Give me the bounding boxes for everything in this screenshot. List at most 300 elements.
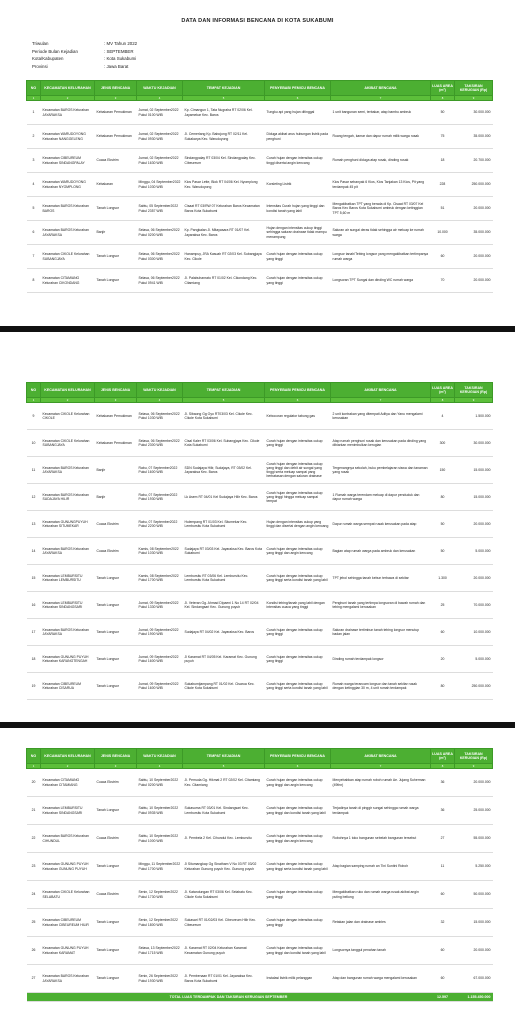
column-header: JENIS BENCANA (95, 749, 137, 764)
table-cell: Kondisi tebing/tanah yang labil dengan intensitas cuaca yang tinggi (265, 592, 331, 619)
table-cell: Kecamatan BAROS Kelurahan CIHUNDUL (41, 825, 95, 853)
table-cell: Kp. Pangkalan Jl. Mitayasara RT 01/07 Kel. Jayaraksa Kec. Baros (183, 221, 265, 245)
column-header: TAKSIRAN KERUGIAN (Rp) (455, 383, 493, 398)
table-cell: Sukabumijampang RT 01/02 Kel. Cisarua Kec. Cikole Kota Sukabumi (183, 673, 265, 700)
report-page-3 (0, 728, 515, 1024)
table-cell: 5 (27, 197, 41, 221)
column-number: 5 (183, 398, 265, 403)
table-cell: Senin, 26 September2022 Pukul 1930 WIB (137, 965, 183, 993)
table-cell: Kecamatan LEMBURSITU Kelurahan SINDANGSARI (41, 592, 95, 619)
table-cell: 60 (431, 245, 455, 269)
table-cell: 50.000.000 (455, 881, 493, 909)
table-row (27, 221, 493, 245)
table-cell: 55.000.000 (455, 825, 493, 853)
table-cell: Jumat, 02 September2022 Pukul 0930 WIB (137, 125, 183, 149)
table-cell: 15.000.000 (455, 457, 493, 484)
table-cell: 11 (27, 457, 41, 484)
table-cell: Tanah Longsor (95, 245, 137, 269)
column-number: 4 (137, 398, 183, 403)
table-row (27, 197, 493, 221)
table-cell: Kecamatan GUNUNG PUYUH Kelurahan KARAMAT (41, 937, 95, 965)
column-number: 8 (431, 398, 455, 403)
table-cell: Curah hujan dengan intensitas cukup yang tinggi dan debit air sungai yang tinggi serta meluap sampai yang berbatasan dengan saluran drainase (265, 457, 331, 484)
column-number: 1 (27, 764, 41, 769)
table-cell: 21 (27, 797, 41, 825)
table-row (27, 173, 493, 197)
table-cell: 1 (27, 101, 41, 125)
table-cell: Kecamatan GUNUNGPUYUH Kelurahan SITUMEKAR (41, 511, 95, 538)
table-cell: Minggu, 11 September2022 Pukul 1700 WIB (137, 853, 183, 881)
table-cell: Jl. Palabuhanratu RT 01/02 Kel. Cikondang Kec. Citamiang (183, 269, 265, 293)
column-number: 5 (183, 96, 265, 101)
table-cell: Curah hujan dengan intensitas cukup yang tinggi (265, 245, 331, 269)
table-cell: 7 (27, 245, 41, 269)
table-cell: 1.500.000 (455, 403, 493, 430)
table-cell: Cisal Kaler RT 03/06 Kel. Subangjaya Kec. Cikole Kota Sukabumi (183, 430, 265, 457)
table-cell: Saluran air sungai deras tidak sehingga air meluap ke rumah warga (331, 221, 431, 245)
table-cell: Kecamatan BAROS Kelurahan BAROS (41, 197, 95, 221)
table-cell: 50 (431, 538, 455, 565)
table-cell: Tanah Longsor (95, 565, 137, 592)
table-cell: Cuaca Ekstrim (95, 538, 137, 565)
table-cell: 80 (431, 484, 455, 511)
table-cell: Longsoran TPT Sungai dan dinding WC rumah warga (331, 269, 431, 293)
table-cell: Jl. Veteran Gg. Ahmad Dipaeni 1 No 14 RT 02/04 Kel. Sindangsari Kec. Gunung puyuh (183, 592, 265, 619)
table-cell: 5.000.000 (455, 646, 493, 673)
table-cell: Kecamatan CIBEUREUM Kelurahan CIBEUREUM HILIR (41, 909, 95, 937)
table-cell: 1 Rumah warga terendam meluap di dapur penduduk dan dapur rumah warga (331, 484, 431, 511)
table-cell: 51 (431, 197, 455, 221)
table-cell: Kecamatan CITAMIANG Kelurahan CITAMIANG (41, 769, 95, 797)
table-cell: 27 (27, 965, 41, 993)
table-cell: Tanah Longsor (95, 909, 137, 937)
table-cell: Curah hujan dengan intensitas cukup tinggi disertai angin kencang (265, 149, 331, 173)
table-cell: Kecamatan WARUDOYONG Kelurahan NYOMPLONG (41, 173, 95, 197)
table-cell: Kecamatan BAROS Kelurahan JAYARAKSA (41, 538, 95, 565)
column-number: 9 (455, 764, 493, 769)
table-cell: Kecamatan BAROS Kelurahan JAYARAKSA (41, 101, 95, 125)
table-cell: 35.000.000 (455, 221, 493, 245)
table-row (27, 538, 493, 565)
table-row (27, 965, 493, 993)
column-header: PENYEBAB/ PEMICU BENCANA (265, 383, 331, 398)
column-header: KECAMATAN KELURAHAN (41, 81, 95, 96)
table-cell: Kecamatan GUNUNG PUYUH Kelurahan KARANGTENGAH (41, 646, 95, 673)
column-header: PENYEBAB/ PEMICU BENCANA (265, 81, 331, 96)
column-number: 8 (431, 96, 455, 101)
table-cell: 6 (27, 221, 41, 245)
column-header: TEMPAT KEJADIAN (183, 749, 265, 764)
table-cell: Kecamatan BAROS Kelurahan JAYARAKSA (41, 965, 95, 993)
table-cell: Banjir (95, 457, 137, 484)
table-cell: Mengakibatkan ruko dan rumah warga rusak akibat angin puting beliung (331, 881, 431, 909)
table-cell: 36 (431, 769, 455, 797)
table-cell: 26 (27, 937, 41, 965)
table-cell: Sabtu, 10 September2022 Pukul 0200 WIB (137, 769, 183, 797)
table-row (27, 101, 493, 125)
table-cell: Kamis, 08 September2022 Pukul 1700 WIB (137, 565, 183, 592)
table-cell: Intensitas Curah hujan yang tinggi dan kondisi tanah yang labil (265, 197, 331, 221)
table-cell: 30.000.000 (455, 430, 493, 457)
table-cell: Jl. Pembela 2 Kel. Cihundul Kec. Lembursitu (183, 825, 265, 853)
table-row (27, 149, 493, 173)
table-cell: Atap bagian samping rumah an Tini Suntini Roboh (331, 853, 431, 881)
table-cell: Mengakibatkan TPT yang berada di Kp. Cisaat RT 03/07 Kel Baros Kec Baros Kota Sukabumi ambruk dengan ketinggian TPT 5,60 m (331, 197, 431, 221)
total-loss: 1.155.450.000 (455, 993, 493, 1002)
table-cell: 17 (27, 619, 41, 646)
table-cell: 1 unit bangunan semi, terbakar, atap bambu ambruk (331, 101, 431, 125)
meta-row-period: Periode Bulan Kejadian : SEPTEMBER (32, 48, 134, 54)
table-cell: Selasa, 06 September2022 Pukul 0941 WIB (137, 269, 183, 293)
table-cell: Sindangpalay RT 03/04 Kel. Sindangpalay Kec. Cibeureum (183, 149, 265, 173)
table-cell: Curah hujan dengan intensitas cukup yang tinggi serta kondisi tanah yang labil (265, 673, 331, 700)
table-cell: Kamis, 08 September2022 Pukul 1030 WIB (137, 538, 183, 565)
table-cell: Kebakaran Pemukiman (95, 101, 137, 125)
column-header: KECAMATAN KELURAHAN (41, 383, 95, 398)
total-area: 12.597 (431, 993, 455, 1002)
table-row (27, 797, 493, 825)
table-row (27, 881, 493, 909)
table-cell: Kebocoran regulator tabung gas (265, 403, 331, 430)
table-cell: Rabu, 07 September2022 Pukul 1930 WIB (137, 484, 183, 511)
column-number: 3 (95, 398, 137, 403)
table-cell: 2 unit kontrakan yang ditempati Aditya dan Yanu mengalami kerusakan (331, 403, 431, 430)
table-cell: 50 (431, 101, 455, 125)
table-cell: Kecamatan CIBEUREUM Kelurahan SINDANGPALAY (41, 149, 95, 173)
table-cell: Kp. Cimangun 1, Tata Nugraha RT 02/06 Kel. Jayamekar Kec. Baros (183, 101, 265, 125)
table-cell: Atap dan bangunan rumah warga mengalami kerusakan (331, 965, 431, 993)
table-cell: 18 (431, 149, 455, 173)
table-cell: Jumat, 09 September2022 Pukul 1600 WIB (137, 673, 183, 700)
table-cell: Lk Asem RT 04/01 Kel Sudajaya Hilir Kec. Baros (183, 484, 265, 511)
table-cell: Curah hujan dengan intensitas cukup yang tinggi (265, 909, 331, 937)
table-cell: 60 (431, 881, 455, 909)
table-cell: 20 (431, 646, 455, 673)
table-cell: 60 (431, 965, 455, 993)
column-header: WAKTU KEJADIAN (137, 749, 183, 764)
table-cell: Jl. Pembenaan RT 01/01 Kel. Jayaraksa Kec. Baros Kota Sukabumi (183, 965, 265, 993)
table-cell: Sabtu, 10 September2022 Pukul 1000 WIB (137, 825, 183, 853)
table-cell: 20 (27, 769, 41, 797)
table-cell: Atap rumah penghuni rusak dan kerusakan pada dinding yang dibiarkan menimbulkan kerugian (331, 430, 431, 457)
table-cell: Jl. Sibaong Gg Oyo RT03/03 Kel. Cikole Kec. Cikole Kota Sukabumi (183, 403, 265, 430)
column-number: 6 (265, 96, 331, 101)
table-cell: Dapur rumah warga sempat rusak kerusakan pada atap (331, 511, 431, 538)
table-cell: Kecamatan BAROS Kelurahan JAYARAKSA (41, 619, 95, 646)
table-cell: Jl Karamat RT 04/05 Kel. Karamat Kec. Gunung puyuh (183, 646, 265, 673)
table-cell: Kecamatan CIKOLE Kelurahan SUBANGJAYA (41, 245, 95, 269)
table-cell: Cuaca Ekstrim (95, 825, 137, 853)
table-cell: Lembursitu RT 03/06 Kel. Lembursitu Kec. Lembursitu Kota Sukabumi (183, 565, 265, 592)
column-header: WAKTU KEJADIAN (137, 81, 183, 96)
table-cell: 2 (27, 125, 41, 149)
table-row (27, 269, 493, 293)
table-cell: Jl Situmangkap Gg Sinatham V No 03 RT 03/02 Kelurahan Gunung puyuh Kec. Gunung puyuh (183, 853, 265, 881)
table-cell: 20.000.000 (455, 245, 493, 269)
column-number: 1 (27, 96, 41, 101)
table-row (27, 673, 493, 700)
table-cell: Kecamatan CIKOLE Kelurahan SUBANGJAYA (41, 430, 95, 457)
table-cell: 3 (27, 149, 41, 173)
table-cell: Rabu, 07 September2022 Pukul 2200 WIB (137, 511, 183, 538)
column-number: 6 (265, 398, 331, 403)
table-cell: Cisaat RT 03/RW 07 Kelurahan Baros Kecamatan Baros Kota Sukabumi (183, 197, 265, 221)
table-cell: Jumat, 02 September2022 Pukul 1630 WIB (137, 149, 183, 173)
table-cell: Curah hujan dengan intensitas cukup yang tinggi dan angin kencang (265, 825, 331, 853)
column-number: 6 (265, 764, 331, 769)
table-cell: 75 (431, 125, 455, 149)
table-cell: Jl. Karamat RT 02/04 Kelurahan Karamat Kecamatan Gunung puyuh (183, 937, 265, 965)
report-meta (32, 40, 137, 70)
table-cell: 12 (27, 484, 41, 511)
column-header: TEMPAT KEJADIAN (183, 81, 265, 96)
table-row (27, 484, 493, 511)
table-cell: Curah hujan dengan intensitas cukup yang tinggi dan angin kencang (265, 769, 331, 797)
table-row (27, 619, 493, 646)
table-cell: Kecamatan BAROS Kelurahan JAYARAKSA (41, 457, 95, 484)
column-number: 3 (95, 96, 137, 101)
table-cell: Curah hujan dengan intensitas cukup yang tinggi dan kondisi tanah yang labil (265, 797, 331, 825)
total-row (27, 993, 493, 1002)
table-cell: Menyebabkan atap rumah roboh rumah Ae. Jujang Suherman (49thn) (331, 769, 431, 797)
table-cell: Penghuni tanah yang tertimpa longsoran di bawah rumah dan tebing mengalami kerusakan (331, 592, 431, 619)
column-header: TAKSIRAN KERUGIAN (Rp) (455, 749, 493, 764)
table-cell: Tanah Longsor (95, 269, 137, 293)
table-cell: 50 (431, 511, 455, 538)
column-number: 9 (455, 96, 493, 101)
table-cell: Senin, 12 September2022 Pukul 1800 WIB (137, 909, 183, 937)
column-header: PENYEBAB/ PEMICU BENCANA (265, 749, 331, 764)
table-cell: Jumat, 09 September2022 Pukul 1900 WIB (137, 619, 183, 646)
table-row (27, 825, 493, 853)
table-cell: Curah hujan dengan intensitas cukup yang tinggi serta kondisi tanah yang labil (265, 853, 331, 881)
table-cell: Cuaca Ekstrim (95, 149, 137, 173)
table-cell: 20.000.000 (455, 269, 493, 293)
table-cell: 10.000 (431, 221, 455, 245)
column-number: 2 (41, 96, 95, 101)
table-cell: 60 (431, 937, 455, 965)
column-header: TAKSIRAN KERUGIAN (Rp) (455, 81, 493, 96)
table-row (27, 125, 493, 149)
table-row (27, 592, 493, 619)
table-cell: Cuaca Ekstrim (95, 769, 137, 797)
table-cell: Tanah Longsor (95, 197, 137, 221)
table-cell: Sabtu, 05 September2022 Pukul 2357 WIB (137, 197, 183, 221)
table-cell: 16 (27, 592, 41, 619)
table-cell: 18 (27, 646, 41, 673)
table-cell: Hujan dengan intensitas cukup yang tinggi dan disertai dengan angin kencang (265, 511, 331, 538)
column-header: WAKTU KEJADIAN (137, 383, 183, 398)
table-cell: 13 (27, 511, 41, 538)
table-cell: Robohnya 1 toko bangunan sebelah bangunan tersebut (331, 825, 431, 853)
table-cell: 15 (27, 565, 41, 592)
table-cell: Tanah Longsor (95, 853, 137, 881)
table-cell: Jumat, 02 September2022 Pukul 0100 WIB (137, 101, 183, 125)
table-cell: Kecamatan CIBEUREUM Kelurahan CISARUA (41, 673, 95, 700)
table-cell: Kebakaran Pemukiman (95, 403, 137, 430)
column-header: LUAS AREA (m²) (431, 383, 455, 398)
table-cell: Jl. Pemuda Gg. Hikmat 2 RT 02/02 Kel. Citamiang Kec. Citamiang (183, 769, 265, 797)
table-cell: Rabu, 07 September2022 Pukul 1600 WIB (137, 457, 183, 484)
column-header: JENIS BENCANA (95, 383, 137, 398)
table-cell: Selasa, 06 September2022 Pukul 0300 WIB (137, 245, 183, 269)
table-cell: Curah hujan dengan intensitas cukup yang tinggi hingga meluap sampai tempat (265, 484, 331, 511)
table-cell: Kios Pasar sebanyak 6 Kios, Kios Tanjakan 13 Kios, Pit yang terdampak 45 pit (331, 173, 431, 197)
report-page-2 (0, 332, 515, 722)
table-cell: Jumat, 09 September2022 Pukul 1600 WIB (137, 646, 183, 673)
table-cell: Bagian atap rumah warga pada ambruk dan kerusakan (331, 538, 431, 565)
table-cell: Curah hujan dengan intensitas cukup yang tinggi (265, 646, 331, 673)
table-cell: 4 (27, 173, 41, 197)
table-cell: 14 (27, 538, 41, 565)
table-cell: 15.000.000 (455, 909, 493, 937)
table-row (27, 937, 493, 965)
table-cell: 35.000.000 (455, 125, 493, 149)
table-cell: Curah hujan dengan intensitas cukup yang tinggi serta kondisi tanah yang labil (265, 565, 331, 592)
table-cell: Saluran drainase tertimbun tanah tebing longsor menutup badan jalan (331, 619, 431, 646)
table-cell: 9 (27, 403, 41, 430)
table-cell: Selasa, 06 September2022 Pukul 0200 WIB (137, 221, 183, 245)
table-cell: 67.000.000 (455, 965, 493, 993)
table-cell: Sabtu, 10 September2022 Pukul 0935 WIB (137, 797, 183, 825)
meta-row-city: Kota/Kabupaten : Kota Sukabumi (32, 56, 137, 61)
table-cell: Kecamatan GUNUNG PUYUH Kelurahan GUNUNG PUYUH (41, 853, 95, 881)
column-header: NO (27, 749, 41, 764)
table-cell: Rumah warga terancam longsor dan tanah sekitar rusak dengan ketinggian 30 m, 4 unit rumah terdampak (331, 673, 431, 700)
table-cell: Curah hujan dengan intensitas cukup yang tinggi dan angin kencang (265, 538, 331, 565)
column-header: JENIS BENCANA (95, 81, 137, 96)
column-number: 7 (331, 96, 431, 101)
table-cell: 250.000.000 (455, 673, 493, 700)
table-cell: Longsor tanah/Tebing longsor yang mengakibatkan tertimpanya rumah warga (331, 245, 431, 269)
column-header: AKIBAT BENCANA (331, 749, 431, 764)
table-cell: 4 (431, 403, 455, 430)
table-cell: Kecamatan CIKOLE Kelurahan CIKOLE (41, 403, 95, 430)
table-cell: Minggu, 04 September2022 Pukul 1030 WIB (137, 173, 183, 197)
column-number: 7 (331, 398, 431, 403)
column-number: 3 (95, 764, 137, 769)
column-number: 2 (41, 398, 95, 403)
column-header: AKIBAT BENCANA (331, 81, 431, 96)
table-cell: Kecamatan LEMBURSITU Kelurahan LEMBURSITU (41, 565, 95, 592)
table-row (27, 403, 493, 430)
table-row (27, 511, 493, 538)
table-cell: Kebakaran (95, 173, 137, 197)
table-cell: Sukasuma RT 03/01 Kel. Sindangsari Kec. Lembursitu Kota Sukabumi (183, 797, 265, 825)
table-cell: 25 (27, 909, 41, 937)
table-row (27, 430, 493, 457)
table-cell: 10 (27, 430, 41, 457)
table-header-row (27, 81, 493, 96)
table-cell: 11 (431, 853, 455, 881)
column-number: 8 (431, 764, 455, 769)
column-number: 5 (183, 764, 265, 769)
meta-row-province: Provinsi : Jawa Barat (32, 63, 129, 69)
table-cell: Curah hujan dengan intensitas cukup yang tinggi (265, 881, 331, 909)
table-cell: Tanah Longsor (95, 937, 137, 965)
column-header: NO (27, 81, 41, 96)
table-cell: Diduga akibat arus hubungan listrik pada penghuni (265, 125, 331, 149)
table-cell: Kecamatan WARUDOYONG Kelurahan NANGGELENG (41, 125, 95, 149)
table-cell: Retakan jalan dan drainase ambles (331, 909, 431, 937)
table-cell: Selasa, 06 September2022 Pukul 1030 WIB (137, 403, 183, 430)
table-cell: Instalasi listrik milik pelanggan (265, 965, 331, 993)
meta-row-quarter: Triwulan : MV Tahun 2022 (32, 41, 138, 46)
table-cell: 20.000.000 (455, 937, 493, 965)
table-header-row (27, 383, 493, 398)
table-cell: 1.300 (431, 565, 455, 592)
table-cell: Sukasari RT 01/02/03 Kel. Cibeureum Hilir Kec. Cibeureum (183, 909, 265, 937)
column-number: 4 (137, 764, 183, 769)
table-row (27, 245, 493, 269)
table-cell: 20.700.000 (455, 149, 493, 173)
table-cell: 36 (431, 797, 455, 825)
table-cell: 10.000.000 (455, 619, 493, 646)
table-cell: Jl. Cemerlang Kp. Babojong RT 02/11 Kel. Sukakarya Kec. Warudoyong (183, 125, 265, 149)
table-cell: 20.000.000 (455, 565, 493, 592)
table-cell: 80 (431, 673, 455, 700)
table-cell: Kecamatan CIKOLE Kelurahan SELABATU (41, 881, 95, 909)
table-cell: Curah hujan dengan intensitas cukup yang tinggi (265, 269, 331, 293)
column-number: 4 (137, 96, 183, 101)
column-number: 9 (455, 398, 493, 403)
table-cell: 20.000.000 (455, 769, 493, 797)
table-cell: Tungku api yang hujan ditinggal (265, 101, 331, 125)
column-number: 1 (27, 398, 41, 403)
column-header: TEMPAT KEJADIAN (183, 383, 265, 398)
column-header: LUAS AREA (m²) (431, 749, 455, 764)
table-cell: 24 (27, 881, 41, 909)
table-cell: Longsornya tanggul penahan tanah (331, 937, 431, 965)
table-cell: Hujan dengan intensitas cukup tinggi sehingga saluran drainase tidak mampu menampung (265, 221, 331, 245)
table-cell: Ruang tengah, kamar dan dapur rumah milik warga rusak (331, 125, 431, 149)
table-cell: Sudajaya RT 04/02 Kel. Jayaraksa Kec. Baros (183, 619, 265, 646)
table-header-row (27, 749, 493, 764)
table-cell: 150 (431, 457, 455, 484)
table-cell: 20.000.000 (455, 511, 493, 538)
table-cell: Sudajaya RT 03/03 Kel. Jayaraksa Kec. Baros Kota Sukabumi (183, 538, 265, 565)
disaster-table-page-1 (26, 80, 493, 293)
table-cell: Kecamatan BAROS Kelurahan SUDAJAYA HILIR (41, 484, 95, 511)
table-cell: Kebakaran Pemukiman (95, 430, 137, 457)
table-cell: 5.000.000 (455, 538, 493, 565)
table-cell: Kebakaran Pemukiman (95, 125, 137, 149)
table-cell: Hulempang RT 01/03 Kel. Situmekar Kec. Lembursitu Kota Sukabumi (183, 511, 265, 538)
table-row (27, 646, 493, 673)
table-cell: 32 (431, 909, 455, 937)
disaster-table-page-2 (26, 382, 493, 700)
table-cell: Cuaca Ekstrim (95, 881, 137, 909)
table-cell: SDN Sudajaya Hilir, Sudajaya, RT 03/02 Kel. Jayaraksa Kec. Baros (183, 457, 265, 484)
table-cell: Banjir (95, 484, 137, 511)
table-cell: Curah hujan dengan intensitas cukup yang tinggi (265, 619, 331, 646)
table-cell: Kecamatan LEMBURSITU Kelurahan SINDANGSARI (41, 797, 95, 825)
table-cell: Jl. Katandungan RT 03/06 Kel. Selabatu Kec. Cikole Kota Sukabumi (183, 881, 265, 909)
table-cell: Kecamatan CITAMIANG Kelurahan CIKONDANG (41, 269, 95, 293)
table-cell: 23 (27, 853, 41, 881)
total-label: TOTAL LUAS TERDAMPAK DAN TAKSIRAN KERUGIAN SEPTEMBER (27, 993, 431, 1002)
table-cell: Terjadinya tanah di pinggir sungai sehingga rumah warga terdampak (331, 797, 431, 825)
table-cell: Curah hujan dengan intensitas cukup yang tinggi (265, 430, 331, 457)
table-cell: 25.000.000 (455, 797, 493, 825)
table-cell: Kecamatan BAROS Kelurahan JAYARAKSA (41, 221, 95, 245)
table-cell: Tanah Longsor (95, 592, 137, 619)
table-cell: 5.250.000 (455, 853, 493, 881)
table-cell: Senin, 12 September2022 Pukul 1730 WIB (137, 881, 183, 909)
table-cell: 250.000.000 (455, 173, 493, 197)
table-cell: 19 (27, 673, 41, 700)
table-cell: Selasa, 06 September2022 Pukul 2300 WIB (137, 430, 183, 457)
